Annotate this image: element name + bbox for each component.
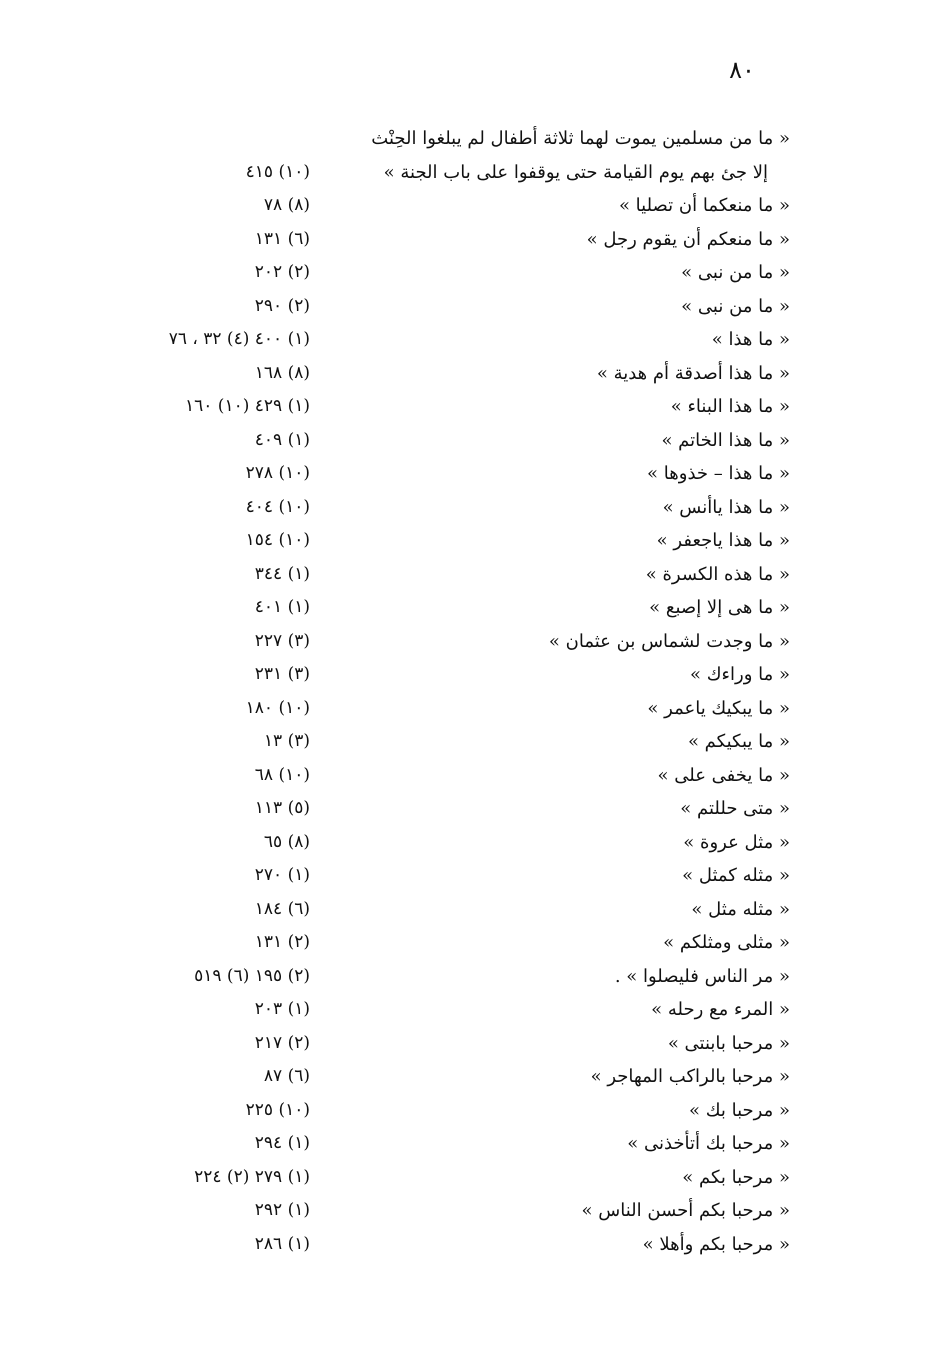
- index-entry: [100, 223, 790, 257]
- index-entry: [100, 658, 790, 692]
- index-entry: [100, 390, 790, 424]
- entry-reference: (١٠) ٢٧٨: [245, 463, 310, 483]
- entry-text: « ما من مسلمين يموت لهما ثلاثة أطفال لم يبلغوا الحِنْث: [371, 128, 790, 149]
- entry-reference: (٢) ١٩٥ (٦) ٥١٩: [194, 965, 310, 986]
- entry-text: « مرحبا بك »: [689, 1099, 790, 1121]
- entry-text: « مرحبا بك أتأخذنى »: [627, 1133, 790, 1154]
- index-entry: [100, 524, 790, 558]
- entry-text: « ما هذا ياأنس »: [662, 496, 790, 518]
- index-entry: [100, 926, 790, 960]
- entry-text: « ما هذه الكسرة »: [645, 563, 790, 585]
- entry-reference: (١٠) ١٨٠: [245, 697, 310, 718]
- index-entry: [100, 591, 790, 625]
- entry-reference: (١) ٤٠١: [254, 597, 310, 617]
- entry-text: « مرحبا بكم »: [682, 1166, 790, 1188]
- entry-text: « مثله مثل »: [691, 898, 790, 920]
- entry-reference: (١٠) ٤٠٤: [245, 496, 310, 517]
- entry-reference: (٨) ٧٨: [263, 195, 310, 215]
- page-number: ٨٠: [729, 56, 755, 84]
- entry-reference: (١٠) ٢٢٥: [245, 1099, 310, 1120]
- entry-reference: (٢) ٢١٧: [254, 1032, 310, 1053]
- entry-reference: (٣) ٢٣١: [254, 664, 310, 684]
- entry-reference: (٦) ١٨٤: [254, 898, 310, 919]
- entry-reference: (٦) ٨٧: [263, 1066, 310, 1086]
- entry-text: « مرحبا بكم أحسن الناس »: [581, 1200, 790, 1221]
- entry-reference: (٥) ١١٣: [254, 798, 310, 818]
- entry-reference: (١٠) ١٥٤: [245, 530, 310, 550]
- entry-text: « مثلى ومثلكم »: [663, 932, 790, 953]
- entry-text: « ما منعكم أن يقوم رجل »: [586, 228, 790, 250]
- index-entry: [100, 323, 790, 357]
- index-entry: [100, 1094, 790, 1128]
- entry-text: « ما هذا »: [711, 329, 790, 350]
- entry-text: « مر الناس فليصلوا » .: [614, 965, 790, 987]
- index-entry: [100, 960, 790, 994]
- entry-text: « ما هى إلا إصبع »: [649, 597, 790, 618]
- index-entry: [100, 189, 790, 223]
- entry-text: « متى حللتم »: [680, 798, 790, 819]
- index-entry: [100, 357, 790, 391]
- entry-reference: (١) ٢٧٩ (٢) ٢٢٤: [194, 1166, 310, 1187]
- entry-reference: (١) ٢٠٣: [254, 999, 310, 1019]
- entry-reference: (٢) ٢٠٢: [254, 262, 310, 282]
- index-entry: [100, 491, 790, 525]
- entry-text: « ما هذا – خذوها »: [647, 463, 790, 484]
- entry-reference: (١) ٢٨٦: [254, 1233, 310, 1254]
- index-entry: [100, 424, 790, 458]
- entry-text: « مثل عروة »: [683, 831, 790, 853]
- index-entry: [100, 725, 790, 759]
- entry-reference: (٣) ٢٢٧: [254, 630, 310, 651]
- entry-reference: (١) ٤٠٩: [254, 429, 310, 450]
- entry-reference: (١) ٤٠٠ (٤) ٣٢ ، ٧٦: [168, 329, 310, 349]
- entry-text: « مرحبا بالراكب المهاجر »: [590, 1066, 790, 1087]
- index-entry: [100, 256, 790, 290]
- entry-text: « ما يبكيك ياعمر »: [647, 697, 790, 719]
- entry-text: « ما هذا البناء »: [670, 396, 790, 417]
- entry-text: « مرحبا بابنتى »: [667, 1032, 790, 1054]
- entry-reference: (٨) ٦٥: [263, 831, 310, 852]
- entry-reference: (١) ٢٩٢: [254, 1200, 310, 1220]
- index-entry: [100, 993, 790, 1027]
- entry-reference: (١) ٢٩٤: [254, 1133, 310, 1153]
- entry-text: « ما هذا الخاتم »: [661, 429, 790, 451]
- index-entry: [100, 759, 790, 793]
- index-entry: [100, 1194, 790, 1228]
- entry-reference: (٢) ٢٩٠: [254, 295, 310, 316]
- entry-text: « ما من نبى »: [681, 295, 790, 317]
- hadith-index-list: [100, 122, 790, 1261]
- entry-text: إلا جئ بهم يوم القيامة حتى يوقفوا على باب الجنة »: [383, 161, 768, 183]
- entry-text: « ما وجدت لشماس بن عثمان »: [548, 630, 790, 652]
- index-entry: [100, 1027, 790, 1061]
- entry-reference: (٦) ١٣١: [254, 228, 310, 249]
- index-entry: [100, 893, 790, 927]
- index-entry: [100, 290, 790, 324]
- index-entry: [100, 826, 790, 860]
- index-entry: [100, 625, 790, 659]
- entry-reference: (٢) ١٣١: [254, 932, 310, 952]
- index-entry: [100, 859, 790, 893]
- entry-text: « ما منعكما أن تصليا »: [618, 195, 790, 216]
- entry-text: « ما من نبى »: [681, 262, 790, 283]
- entry-text: « ما هذا أصدقة أم هدية »: [596, 362, 790, 384]
- entry-reference: (١) ٣٤٤: [254, 563, 310, 584]
- entry-text: « ما يبكيكم »: [687, 731, 790, 752]
- entry-reference: (١) ٢٧٠: [254, 865, 310, 885]
- index-entry: [100, 1161, 790, 1195]
- index-entry: [100, 156, 790, 190]
- index-entry: [100, 692, 790, 726]
- entry-reference: (٨) ١٦٨: [254, 362, 310, 383]
- index-entry: [100, 1228, 790, 1262]
- index-entry: [100, 457, 790, 491]
- index-entry: [100, 122, 790, 156]
- entry-text: « مرحبا بكم وأهلا »: [642, 1233, 790, 1255]
- entry-text: « المرء مع رحله »: [651, 999, 790, 1020]
- entry-text: « مثله كمثل »: [682, 865, 790, 886]
- index-entry: [100, 1127, 790, 1161]
- entry-reference: (٣) ١٣: [263, 731, 310, 751]
- index-entry: [100, 558, 790, 592]
- entry-reference: (١) ٤٢٩ (١٠) ١٦٠: [185, 396, 310, 416]
- entry-text: « ما يخفى على »: [657, 764, 790, 786]
- index-entry: [100, 792, 790, 826]
- index-entry: [100, 1060, 790, 1094]
- entry-reference: (١٠) ٦٨: [254, 764, 310, 785]
- entry-text: « ما وراءك »: [689, 664, 790, 685]
- entry-reference: (١٠) ٤١٥: [245, 161, 310, 182]
- entry-text: « ما هذا ياجعفر »: [656, 530, 790, 551]
